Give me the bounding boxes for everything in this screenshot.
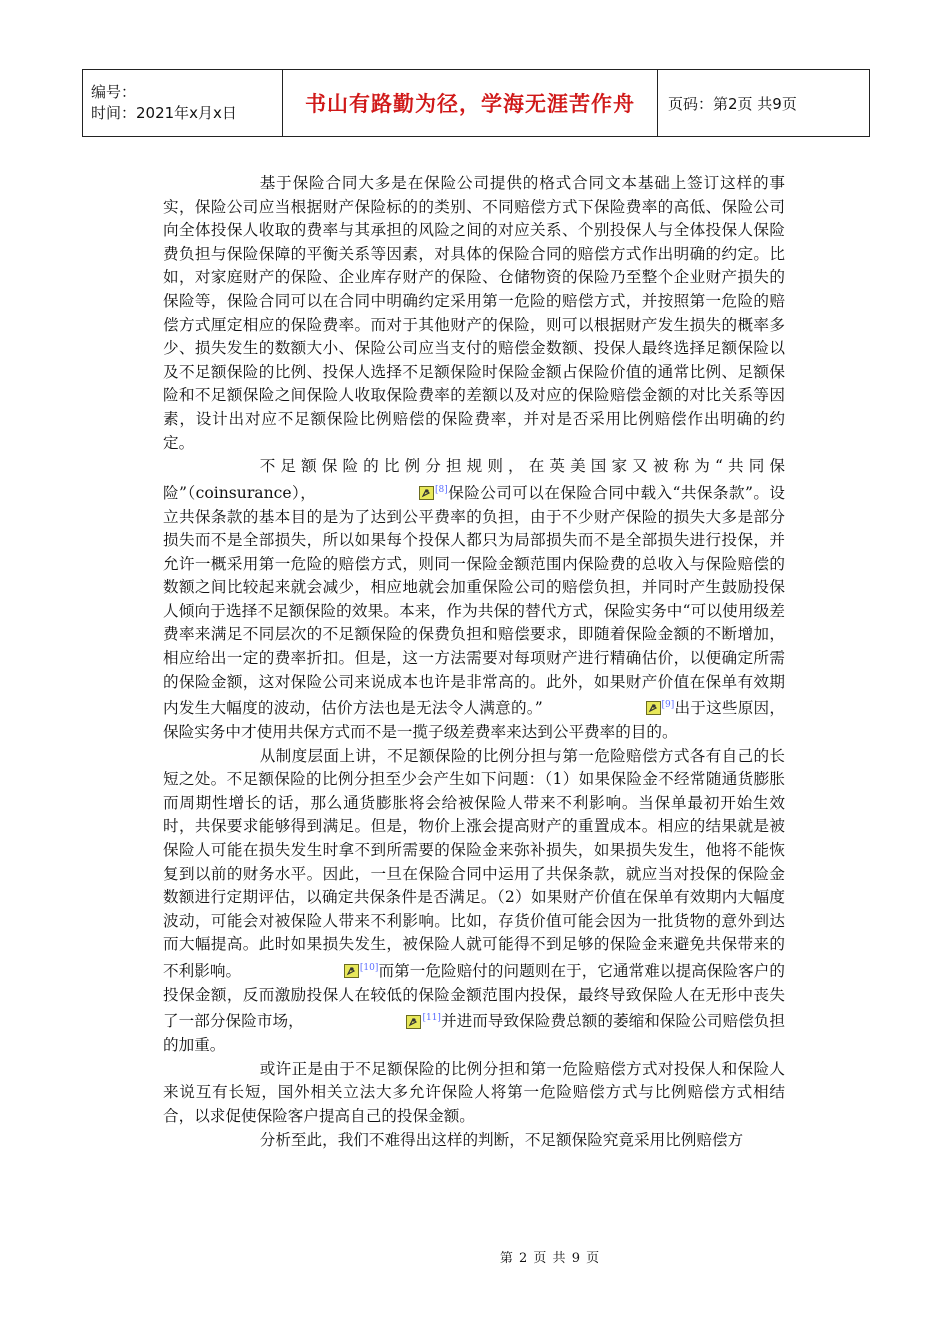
comment-icon	[406, 1015, 421, 1029]
footnote-number: [9]	[661, 700, 675, 711]
footnote-ref-8[interactable]	[322, 479, 447, 506]
footer-page-number: 第 2 页 共 9 页	[499, 1251, 601, 1266]
comment-icon	[419, 486, 434, 500]
footnote-number: [10]	[359, 962, 379, 973]
comment-icon	[646, 701, 661, 715]
footnote-ref-11[interactable]	[310, 1007, 441, 1034]
document-body	[163, 172, 785, 1152]
header-meta	[83, 70, 283, 136]
time-label: 时间：2021年x月x日	[91, 104, 237, 122]
page-header	[82, 69, 870, 137]
paragraph-5: 分析至此，我们不难得出这样的判断，不足额保险究竟采用比例赔偿方	[259, 1130, 744, 1149]
paragraph-1: 基于保险合同大多是在保险公司提供的格式合同文本基础上签订这样的事实，保险公司应当根据财产保险标的的类别、不同赔偿方式下保险费率的高低、保险公司向全体投保人收取的费率与其承担的风险之间的对应关系、个别投保人与全体投保人保险费负担与保险保障的平衡关系等因素，对具体的保险合同的赔偿方式作出明确的约定。比如，对家庭财产的保险、企业库存财产的保险、仓储物资的保险乃至整个企业财产损失的保险等，保险合同可以在合同中明确约定采用第一危险的赔偿方式，并按照第一危险的赔偿方式厘定相应的保险费率。而对于其他财产的保险，则可以根据财产发生损失的概率多少、损失发生的数额大小、保险公司应当支付的赔偿金数额、投保人最终选择足额保险以及不足额保险的比例、投保人选择不足额保险时保险金额占保险价值的通常比例、足额保险和不足额保险之间保险人收取保险费率的差额以及对应的保险赔偿金额的对比关系等因素，设计出对应不足额保险比例赔偿的保险费率，并对是否采用比例赔偿作出明确的约定。	[163, 174, 785, 452]
paragraph-2-text-b: 保险公司可以在保险合同中载入“共保条款”。设立共保条款的基本目的是为了达到公平费率的负担，由于不少财产保险的损失大多是部分损失而不是全部损失，所以如果每个投保人都只为局部损失而不是全部损失进行投保，并允许一概采用第一危险的赔偿方式，则同一保险金额范围内保险费的总收入与保险赔偿的数额之间比较起来就会减少，相应地就会加重保险公司的赔偿负担，并同时产生鼓励投保人倾向于选择不足额保险的效果。本来，作为共保的替代方式，保险实务中“可以使用级差费率来满足不同层次的不足额保险的保费负担和赔偿要求，即随着保险金额的不断增加，相应给出一定的费率折扣。但是，这一方法需要对每项财产进行精确估价，以便确定所需的保险金额，这对保险公司来说成本也许是非常高的。此外，如果财产价值在保单有效期内发生大幅度的波动，估价方法也是无法令人满意的。”	[163, 483, 785, 718]
comment-icon	[344, 964, 359, 978]
paragraph-2-text-c: 出于这些原因，保险实务中才使用共保方式而不是一揽子级差费率来达到公平费率的目的。	[163, 699, 785, 742]
paragraph-3	[163, 745, 785, 1058]
footnote-ref-9[interactable]	[549, 694, 674, 721]
paragraph-3-text-c: 并进而导致保险费总额的萎缩和保险公司赔偿负担的加重。	[163, 1012, 785, 1055]
page-footer	[0, 1247, 950, 1266]
footnote-ref-10[interactable]	[247, 957, 378, 984]
footnote-number: [11]	[422, 1013, 441, 1024]
paragraph-3-text-b: 而第一危险赔付的问题则在于，它通常难以提高保险客户的投保金额，反而激励投保人在较低的保险金额范围内投保，最终导致保险人在无形中丧失了一部分保险市场，	[163, 962, 785, 1031]
footnote-number: [8]	[435, 484, 448, 495]
paragraph-2-text-a: 不足额保险的比例分担规则，在英美国家又被称为“共同保险”（coinsurance），	[163, 457, 785, 502]
paragraph-3-text-a: 从制度层面上讲，不足额保险的比例分担与第一危险赔偿方式各有自己的长短之处。不足额保险的比例分担至少会产生如下问题：（1）如果保险金不经常随通货膨胀而周期性增长的话，那么通货膨胀将会给被保险人带来不利影响。当保单最初开始生效时，共保要求能够得到满足。但是，物价上涨会提高财产的重置成本。相应的结果就是被保险人可能在损失发生时拿不到所需要的保险金来弥补损失，如果损失发生，他将不能恢复到以前的财务水平。因此，一旦在保险合同中运用了共保条款，就应当对投保的保险金数额进行定期评估，以确定共保条件是否满足。（2）如果财产价值在保单有效期内大幅度波动，可能会对被保险人带来不利影响。比如，存货价值可能会因为一批货物的意外到达而大幅提高。此时如果损失发生，被保险人就可能得不到足够的保险金来避免共保带来的不利影响。	[163, 746, 785, 981]
header-page-cell	[658, 70, 869, 136]
page-label: 页码：第2页 共9页	[668, 94, 797, 113]
header-motto-cell	[283, 70, 658, 136]
motto: 书山有路勤为径，学海无涯苦作舟	[305, 92, 635, 116]
code-label: 编号：	[91, 83, 137, 101]
paragraph-4: 或许正是由于不足额保险的比例分担和第一危险赔偿方式对投保人和保险人来说互有长短，国外相关立法大多允许保险人将第一危险赔偿方式与比例赔偿方式相结合，以求促使保险客户提高自己的投保金额。	[163, 1059, 785, 1125]
paragraph-2	[163, 455, 785, 745]
